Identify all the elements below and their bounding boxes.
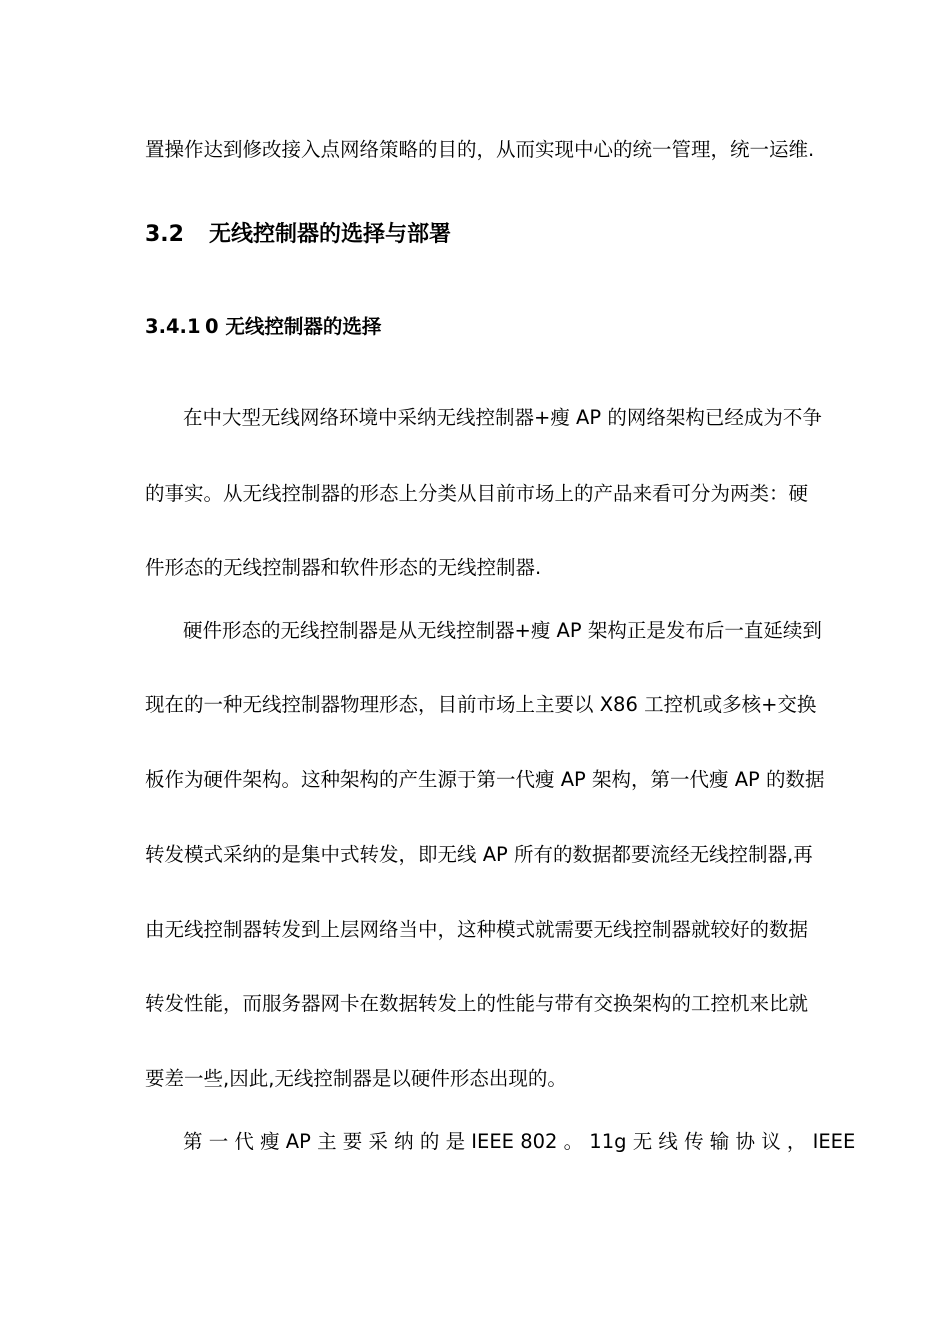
paragraph-line: 的事实。从无线控制器的形态上分类从目前市场上的产品来看可分为两类：硬 (145, 482, 809, 505)
section-title: 无线控制器的选择与部署 (209, 222, 452, 247)
paragraph-line: 转发模式采纳的是集中式转发，即无线 AP 所有的数据都要流经无线控制器,再 (145, 843, 813, 866)
paragraph-line: 要差一些,因此,无线控制器是以硬件形态出现的。 (145, 1067, 567, 1090)
section-number: 3.2 (145, 222, 184, 247)
paragraph-line: 由无线控制器转发到上层网络当中，这种模式就需要无线控制器就较好的数据 (145, 918, 809, 941)
subsection-number: 3.4.1 (145, 315, 201, 338)
subsection-heading (145, 315, 381, 339)
paragraph-line: 第 一 代 瘦 AP 主 要 采 纳 的 是 IEEE 802 。 11g 无 线 传 输 协 议 ， IEEE (183, 1130, 856, 1153)
paragraph-line: 转发性能，而服务器网卡在数据转发上的性能与带有交换架构的工控机来比就 (145, 992, 809, 1015)
paragraph-line: 置操作达到修改接入点网络策略的目的，从而实现中心的统一管理，统一运维. (145, 138, 815, 161)
paragraph-line: 在中大型无线网络环境中采纳无线控制器+瘦 AP 的网络架构已经成为不争 (183, 406, 822, 429)
paragraph-line: 板作为硬件架构。这种架构的产生源于第一代瘦 AP 架构，第一代瘦 AP 的数据 (145, 768, 825, 791)
paragraph-line: 件形态的无线控制器和软件形态的无线控制器. (145, 556, 542, 579)
paragraph-line: 现在的一种无线控制器物理形态，目前市场上主要以 X86 工控机或多核+交换 (145, 693, 817, 716)
section-heading (145, 221, 451, 249)
subsection-title: 0 无线控制器的选择 (205, 315, 382, 338)
paragraph-line: 硬件形态的无线控制器是从无线控制器+瘦 AP 架构正是发布后一直延续到 (183, 619, 822, 642)
